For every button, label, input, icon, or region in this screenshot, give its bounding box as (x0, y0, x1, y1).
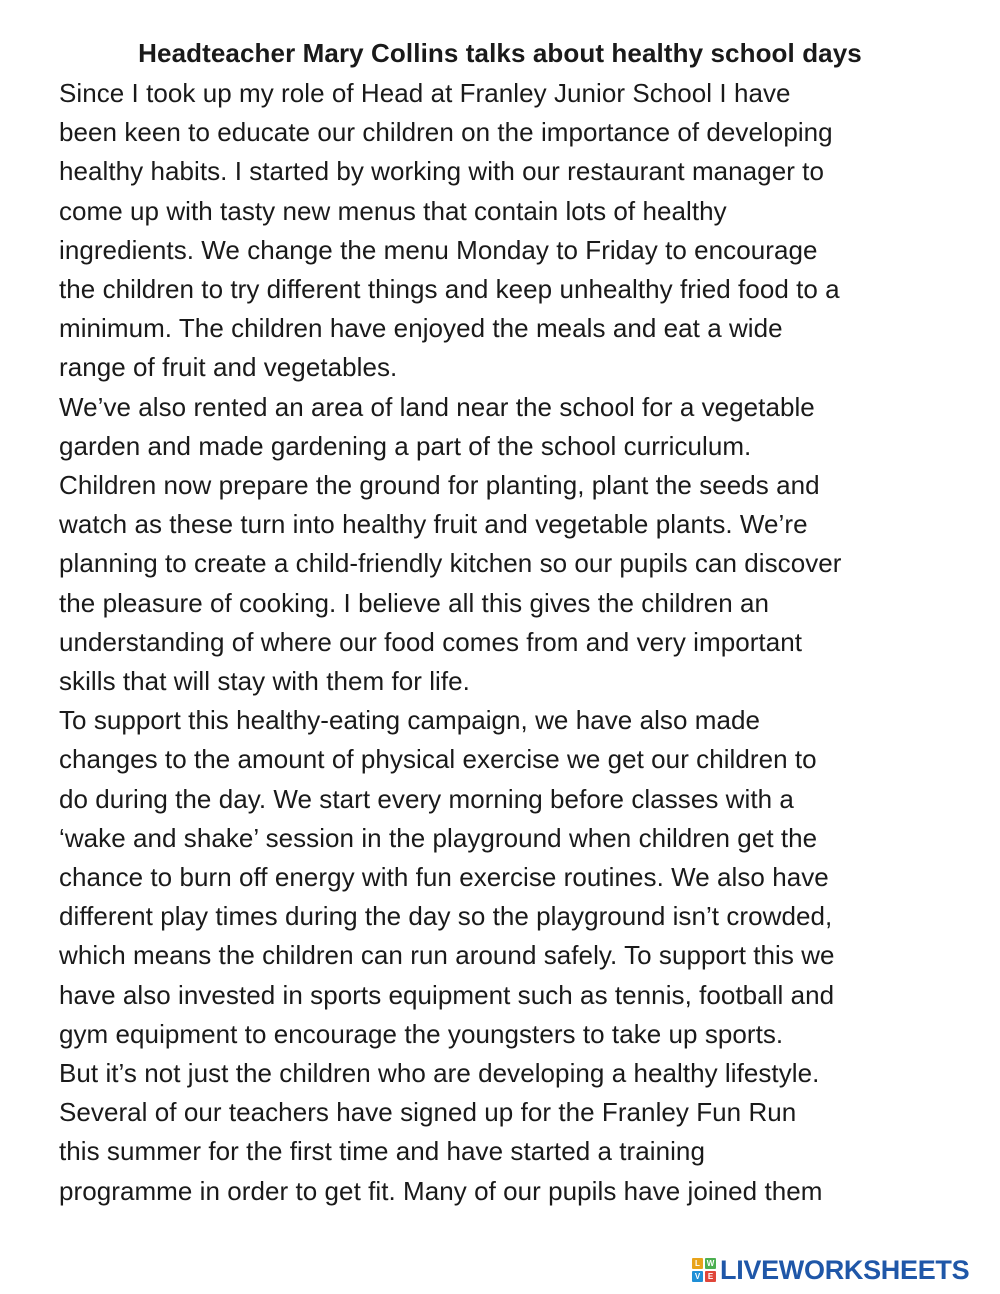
text-line: skills that will stay with them for life. (59, 666, 470, 697)
text-line: different play times during the day so the playground isn’t crowded, (59, 901, 833, 932)
text-line: garden and made gardening a part of the school curriculum. (59, 430, 752, 461)
text-line: gym equipment to encourage the youngsters to take up sports. (59, 1018, 784, 1049)
logo-tile: V (692, 1271, 703, 1282)
logo-tile: W (706, 1258, 715, 1268)
text-line: Since I took up my role of Head at Franley Junior School I have (59, 78, 791, 108)
logo-tile: E (705, 1271, 716, 1282)
logo-tile: L (692, 1258, 703, 1269)
text-line: But it’s not just the children who are developing a healthy lifestyle. (59, 1058, 820, 1089)
text-line: been keen to educate our children on the importance of developing (59, 117, 833, 148)
text-line: Several of our teachers have signed up for the Franley Fun Run (59, 1097, 797, 1128)
text-line: understanding of where our food comes from and very important (59, 626, 802, 657)
document-body (59, 74, 959, 1211)
text-line: watch as these turn into healthy fruit and vegetable plants. We’re (59, 509, 808, 540)
text-line: range of fruit and vegetables. (59, 352, 398, 383)
text-line: chance to burn off energy with fun exercise routines. We also have (59, 862, 829, 893)
logo-wordmark: LIVEWORKSHEETS (720, 1254, 970, 1285)
text-line: ingredients. We change the menu Monday to Friday to encourage (59, 234, 818, 265)
text-line: ‘wake and shake’ session in the playground when children get the (59, 822, 818, 853)
text-line: do during the day. We start every morning before classes with a (59, 783, 794, 814)
text-line: Children now prepare the ground for planting, plant the seeds and (59, 470, 820, 501)
text-line: minimum. The children have enjoyed the meals and eat a wide (59, 313, 783, 344)
logo-mark-icon (692, 1258, 716, 1282)
document-title: Headteacher Mary Collins talks about healthy school days (138, 38, 862, 68)
text-line: We’ve also rented an area of land near the school for a vegetable (59, 391, 815, 422)
text-line: planning to create a child-friendly kitchen so our pupils can discover (59, 548, 842, 579)
text-line: To support this healthy-eating campaign, we have also made (59, 705, 760, 736)
text-line: the pleasure of cooking. I believe all this gives the children an (59, 587, 770, 618)
text-line: this summer for the first time and have started a training (59, 1136, 705, 1167)
text-line: which means the children can run around safely. To support this we (59, 940, 835, 971)
text-line: changes to the amount of physical exercise we get our children to (59, 744, 817, 775)
text-line: have also invested in sports equipment such as tennis, football and (59, 979, 835, 1010)
liveworksheets-logo (692, 1253, 969, 1287)
text-line: healthy habits. I started by working with our restaurant manager to (59, 156, 824, 187)
text-line: programme in order to get fit. Many of our pupils have joined them (59, 1175, 823, 1206)
text-line: come up with tasty new menus that contain lots of healthy (59, 195, 727, 226)
text-line: the children to try different things and keep unhealthy fried food to a (59, 274, 840, 305)
